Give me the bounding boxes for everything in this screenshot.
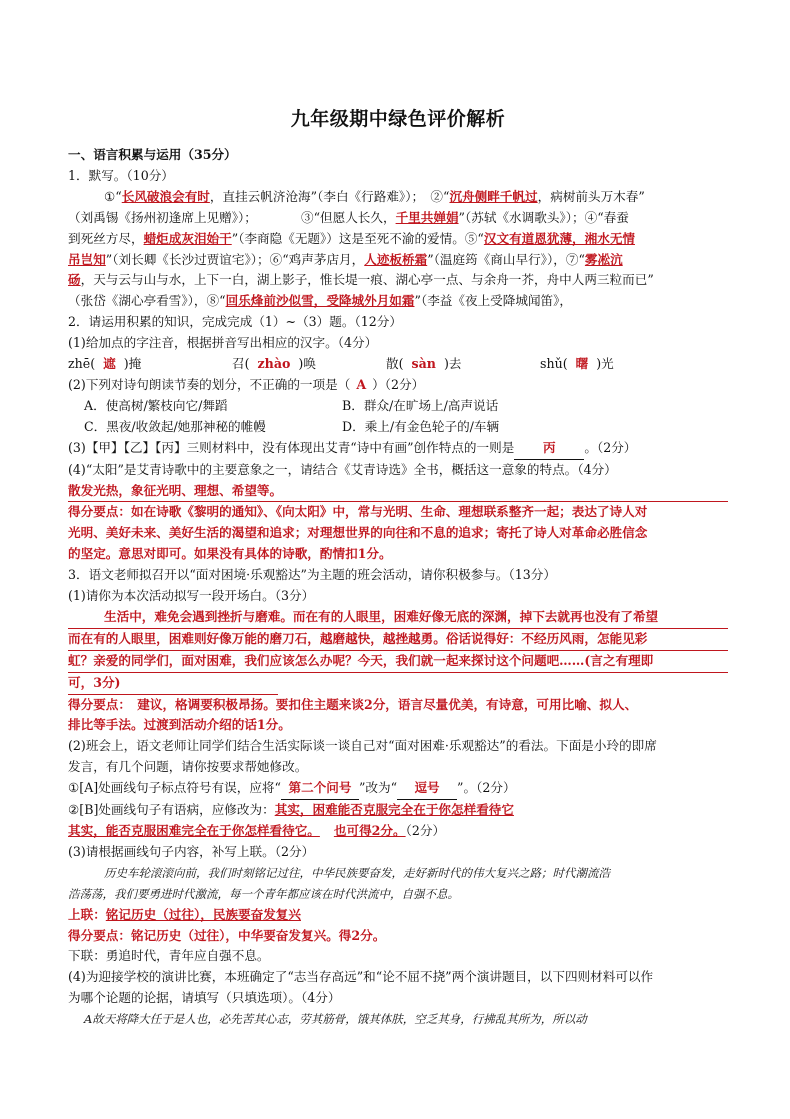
q3-part2-a	[68, 778, 728, 800]
q1-line-4	[68, 250, 728, 271]
pinyin-item	[540, 354, 614, 375]
text: ，病树前头万木春”	[537, 188, 645, 204]
text: ”（苏轼《水调歌头》）；④“春蚕	[458, 209, 629, 225]
option-c: C．黑夜/收敛起/她那神秘的帷幔	[84, 418, 266, 434]
q2-part4: (4)“太阳”是艾青诗歌中的主要意象之一，请结合《艾青诗选》全书，概括这一意象的特点。（4分）	[68, 461, 617, 477]
pinyin-item	[232, 354, 382, 375]
text: shǔ(	[540, 356, 568, 372]
text: （刘禹锡《扬州初逢席上见赠》）； ③“但愿人长久，	[68, 209, 396, 225]
q3-part1: (1)请你为本次活动拟写一段开场白。（3分）	[68, 588, 315, 604]
scoring-line: 得分要点： 建议，格调要积极昂扬。要扣住主题来谈2分，语言尽量优美，有诗意，可用比喻、拟人、	[68, 696, 638, 712]
answer-line: 可，3分)	[68, 673, 278, 695]
material-a: A故天将降大任于是人也，必先苦其心志，劳其筋骨，饿其体肤，空乏其身，行拂乱其所为，所以动	[84, 1012, 587, 1027]
answer: 逗号	[397, 778, 457, 800]
q2-heading: 2．请运用积累的知识，完成完成（1）~（3）题。（12分）	[68, 314, 402, 330]
q3-part4: (4)为迎接学校的演讲比赛，本班确定了“志当存高远”和“论不屈不挠”两个演讲题目，以下四则材料可以作	[68, 969, 654, 985]
q3-part4-cont: 为哪个论题的论据，请填写（只填选项）。（4分）	[68, 990, 341, 1006]
text: 召(	[232, 356, 250, 372]
text: zhē(	[68, 356, 96, 372]
text: 到死丝方尽，	[68, 230, 144, 246]
q3-part2: (2)班会上，语文老师让同学们结合生活实际谈一谈自己对“面对困难·乐观豁达”的看法。下面是小玲的即席	[68, 738, 657, 754]
pinyin-item	[68, 354, 228, 375]
option-a: A．使高树/繁枝向它/舞蹈	[84, 397, 228, 413]
q2-part2	[68, 375, 728, 396]
answer-line: 而在有的人眼里，困难则好像万能的磨刀石，越磨越快，越挫越勇。俗话说得好：不经历风雨，怎能见彩	[68, 629, 728, 651]
text: ②[B]处画线句子有语病，应修改为：	[68, 802, 275, 818]
answer: 第二个问号	[281, 778, 359, 800]
text: )去	[443, 356, 462, 372]
answer: 雾凇沆	[584, 251, 623, 267]
options-row	[68, 417, 728, 438]
q3-part3: (3)请根据画线句子内容，补写上联。（2分）	[68, 843, 315, 859]
scoring-line: 得分要点：如在诗歌《黎明的通知》、《向太阳》中，常与光明、生命、理想联系整齐一起；表达了诗人对	[68, 504, 648, 520]
scoring-line: 得分要点：铭记历史（过往），中华要奋发复兴。得2分。	[68, 927, 386, 943]
answer: 也可得2分。	[333, 823, 406, 838]
xialian: 下联：勇追时代，青年应自强不息。	[68, 948, 270, 964]
option-d: D．乘上/有金色轮子的/车辆	[342, 418, 500, 434]
answer: 铭记历史（过往），民族要奋发复兴	[105, 906, 301, 922]
text: 散(	[386, 356, 404, 372]
answer: 其实，能否克服困难完全在于你怎样看待它。	[68, 823, 320, 838]
answer: 沉舟侧畔千帆过	[449, 188, 538, 204]
quote-line: 浩荡荡，我们要勇进时代激流，每一个青年都应该在时代洪流中，自强不息。	[68, 886, 459, 901]
text: ”（刘长卿《长沙过贾谊宅》）；⑥“鸡声茅店月，	[105, 251, 365, 267]
q3-part2-b	[68, 800, 728, 821]
q1-line-3	[68, 229, 728, 250]
text: ①[A]处画线句子标点符号有误，应将“	[68, 780, 281, 796]
answer-line: 虹？亲爱的同学们，面对困难，我们应该怎么办呢？今天，我们就一起来探讨这个问题吧……(言之有理即	[68, 651, 728, 673]
q2-part3	[68, 438, 728, 460]
q1-line-6	[68, 291, 728, 312]
text: )唤	[298, 356, 316, 372]
q3-part2-cont: 发言，有几个问题，请你按要求帮她修改。	[68, 759, 308, 775]
answer: zhào	[257, 356, 291, 372]
text: （2分）	[405, 823, 446, 838]
answer-line: 散发光热，象征光明、理想、希望等。	[68, 481, 728, 503]
answer: 人迹板桥霜	[364, 251, 428, 267]
pinyin-row	[68, 354, 728, 375]
text: 。（2分）	[584, 439, 637, 455]
text: (3)【甲】【乙】【丙】三则材料中，没有体现出艾青“诗中有画”创作特点的一则是	[68, 439, 515, 455]
option-b: B．群众/在旷场上/高声说话	[342, 397, 499, 413]
answer: 其实，困难能否克服完全在于你怎样看待它	[274, 802, 514, 818]
q3-part2-b-alt	[68, 821, 728, 842]
answer: 蜡炬成灰泪始干	[143, 230, 232, 246]
scoring-line: 排比等手法。过渡到活动介绍的话1分。	[68, 717, 291, 733]
answer: 砀	[68, 272, 81, 288]
scoring-line: 的坚定。意思对即可。如果没有具体的诗歌，酌情扣1分。	[68, 546, 392, 562]
scoring-line: 光明、美好未来、美好生活的渴望和追求；对理想世界的向往和不息的追求；寄托了诗人对革命必胜信念	[68, 525, 648, 541]
text: ，直挂云帆济沧海”（李白《行路难》）； ②“	[209, 188, 450, 204]
q1-heading: 1．默写。（10分）	[68, 167, 174, 183]
answer: 千里共婵娟	[395, 209, 459, 225]
answer: A	[356, 376, 367, 392]
document-page	[68, 100, 728, 1030]
answer: 长风破浪会有时	[121, 188, 210, 204]
text: ）（2分）	[372, 376, 425, 392]
pinyin-item	[386, 354, 536, 375]
text: ”（李益《夜上受降城闻笛》，	[414, 293, 573, 309]
text: ”（温庭筠《商山早行》），⑦“	[427, 251, 585, 267]
text: ”（李商隐《无题》）这是至死不渝的爱情。⑤“	[231, 230, 484, 246]
text: ，天与云与山与水，上下一白，湖上影子，惟长堤一痕、湖心亭一点、与余舟一芥，舟中人两三粒而已”	[80, 272, 654, 288]
text: ①“	[104, 188, 122, 204]
answer: 回乐烽前沙似雪，受降城外月如霜	[225, 293, 415, 309]
text: ”。（2分）	[457, 780, 516, 796]
text: ”改为“	[358, 780, 398, 796]
answer: 遮	[103, 356, 116, 372]
answer-line: 生活中，难免会遇到挫折与磨难。而在有的人眼里，困难好像无底的深渊，掉下去就再也没有了希望	[68, 607, 728, 629]
section-heading: 一、语言积累与运用（35分）	[68, 147, 237, 162]
q1-line-5	[68, 270, 728, 291]
text: )掩	[123, 356, 142, 372]
text: (2)下列对诗句朗读节奏的划分，不正确的一项是（	[68, 376, 351, 392]
q1-line-1	[68, 187, 728, 208]
answer: sàn	[411, 356, 436, 372]
answer: 吊岂知	[68, 251, 106, 267]
answer: 汉文有道恩犹薄，湘水无情	[483, 230, 635, 246]
options-row	[68, 396, 728, 417]
quote-line: 历史车轮滚滚向前，我们时刻铭记过往，中华民族要奋发，走好新时代的伟大复兴之路；时代潮流浩	[104, 865, 610, 880]
label: 上联：	[68, 906, 106, 922]
q2-part1: (1)给加点的字注音，根据拼音写出相应的汉字。（4分）	[68, 335, 378, 351]
answer: 曙	[575, 356, 589, 372]
answer: 丙	[514, 438, 584, 460]
q1-line-2	[68, 208, 728, 229]
text: )光	[596, 356, 614, 372]
shanglian	[68, 905, 728, 926]
q3-heading: 3．语文老师拟召开以“面对困境·乐观豁达”为主题的班会活动，请你积极参与。（13分）	[68, 567, 556, 583]
text: （张岱《湖心亭看雪》），⑧“	[68, 293, 226, 309]
page-title: 九年级期中绿色评价解析	[290, 108, 506, 130]
